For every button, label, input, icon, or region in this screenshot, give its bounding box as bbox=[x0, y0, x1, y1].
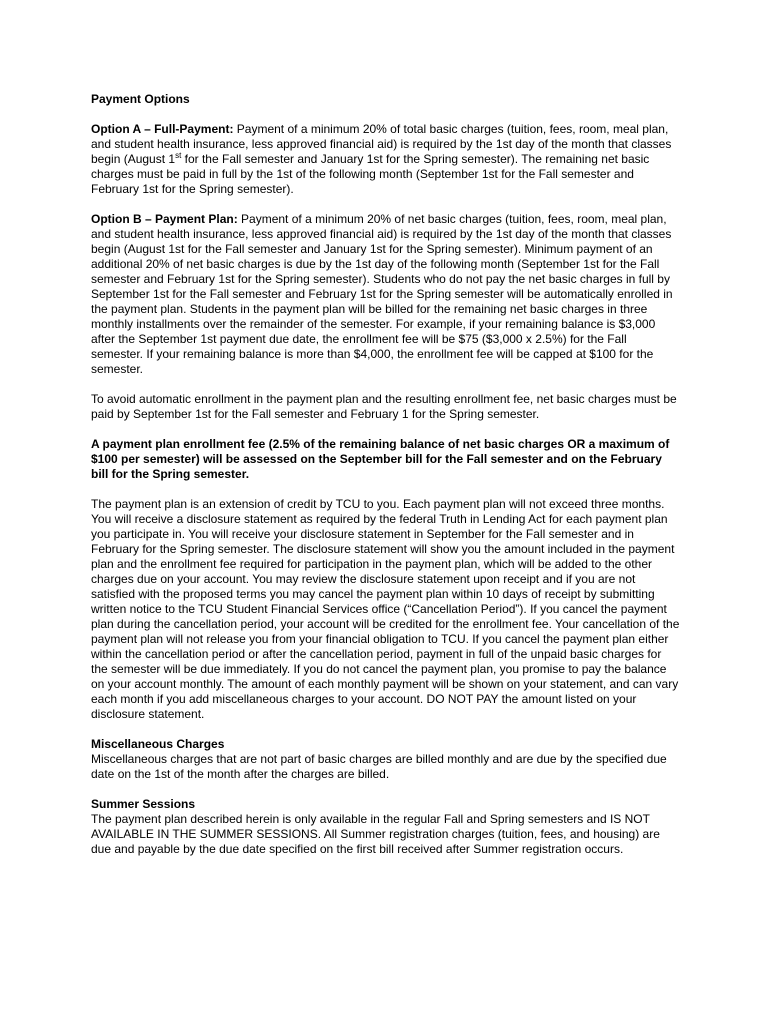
extension-of-credit-paragraph: The payment plan is an extension of credit by TCU to you. Each payment plan will not exceed three months. You will receive a disclosure statement as required by the federal Truth in Lending Act for each payment plan you participate in. You will receive your disclosure statement in September for the Fall semester and in February for the Spring semester. The disclosure statement will show you the amount included in the payment plan and the enrollment fee required for participation in the payment plan, which will be added to the other charges due on your account. You may review the disclosure statement upon receipt and if you are not satisfied with the proposed terms you may cancel the payment plan within 10 days of receipt by submitting written notice to the TCU Student Financial Services office (“Cancellation Period”). If you cancel the payment plan during the cancellation period, your account will be credited for the enrollment fee. Your cancellation of the payment plan will not release you from your financial obligation to TCU. If you cancel the payment plan either within the cancellation period or after the cancellation period, payment in full of the unpaid basic charges for the semester will be due immediately. If you do not cancel the payment plan, you promise to pay the balance on your account monthly. The amount of each monthly payment will be shown on your statement, and can vary each month if you add miscellaneous charges to your account. DO NOT PAY the amount listed on your disclosure statement. bbox=[91, 497, 680, 721]
summer-sessions-section bbox=[91, 797, 681, 857]
misc-charges-text: Miscellaneous charges that are not part of basic charges are billed monthly and are due by the specified due date on the 1st of the month after the charges are billed. bbox=[91, 752, 667, 781]
page-title: Payment Options bbox=[91, 92, 190, 106]
avoid-enrollment-paragraph: To avoid automatic enrollment in the payment plan and the resulting enrollment fee, net basic charges must be paid by September 1st for the Fall semester and February 1 for the Spring semester. bbox=[91, 392, 677, 421]
option-a-label: Option A – Full-Payment: bbox=[91, 122, 234, 136]
misc-charges-heading: Miscellaneous Charges bbox=[91, 737, 225, 751]
option-a-text-1: Payment of a minimum 20% of total basic charges (tuition, fees, room, meal plan, and student health insurance, less approved financial aid) is required by the 1st day of the month that classes begin (August 1 bbox=[91, 122, 672, 166]
option-a-superscript: st bbox=[175, 151, 182, 160]
document-page bbox=[91, 92, 681, 857]
summer-sessions-text: The payment plan described herein is only available in the regular Fall and Spring semesters and IS NOT AVAILABLE IN THE SUMMER SESSIONS. All Summer registration charges (tuition, fees, and housing) are due and payable by the due date specified on the first bill received after Summer registration occurs. bbox=[91, 812, 660, 856]
enrollment-fee-notice: A payment plan enrollment fee (2.5% of the remaining balance of net basic charges OR a maximum of $100 per semester) will be assessed on the September bill for the Fall semester and on the February bill for the Spring semester. bbox=[91, 437, 670, 481]
option-b-text: Payment of a minimum 20% of net basic charges (tuition, fees, room, meal plan, and student health insurance, less approved financial aid) is required by the 1st day of the month that classes begin (August 1st for the Fall semester and January 1st for the Spring semester). Minimum payment of an additional 20% of net basic charges is due by the 1st day of the following month (September 1st for the Fall semester and February 1st for the Spring semester). Students who do not pay the net basic charges in full by September 1st for the Fall semester and February 1st for the Spring semester will be automatically enrolled in the payment plan. Students in the payment plan will be billed for the remaining net basic charges in three monthly installments over the remainder of the semester. For example, if your remaining balance is $3,000 after the September 1st payment due date, the enrollment fee will be $75 ($3,000 x 2.5%) for the Fall semester. If your remaining balance is more than $4,000, the enrollment fee will be capped at $100 for the semester. bbox=[91, 212, 673, 376]
option-a-paragraph bbox=[91, 122, 681, 197]
option-b-paragraph bbox=[91, 212, 681, 377]
misc-charges-section bbox=[91, 737, 681, 782]
summer-sessions-heading: Summer Sessions bbox=[91, 797, 196, 811]
option-a-text-2: for the Fall semester and January 1st for the Spring semester). The remaining net basic charges must be paid in full by the 1st of the following month (September 1st for the Fall semester and February 1st for the Spring semester). bbox=[91, 152, 650, 196]
option-b-label: Option B – Payment Plan: bbox=[91, 212, 238, 226]
